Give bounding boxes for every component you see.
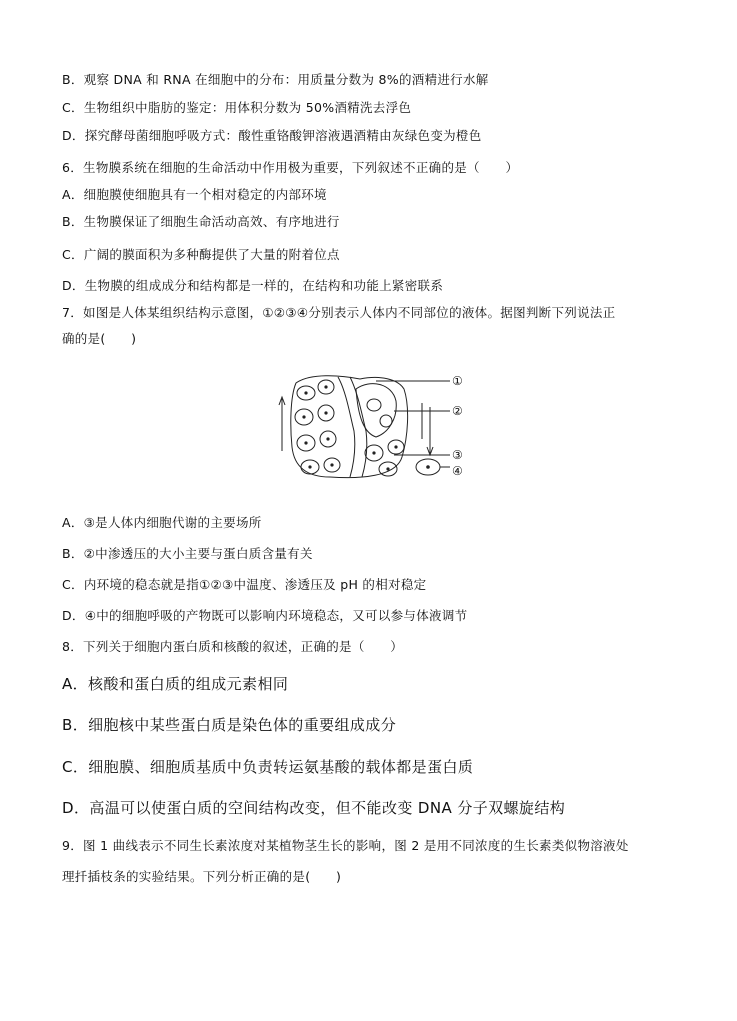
q7-stem-line1: 7．如图是人体某组织结构示意图，①②③④分别表示人体内不同部位的液体。据图判断下列说法正 <box>62 305 616 320</box>
cell <box>380 415 392 427</box>
tissue-structure-diagram <box>270 367 470 485</box>
q5-option-d: D．探究酵母菌细胞呼吸方式：酸性重铬酸钾溶液遇酒精由灰绿色变为橙色 <box>62 128 482 143</box>
q6-option-d: D．生物膜的组成成分和结构都是一样的，在结构和功能上紧密联系 <box>62 278 444 293</box>
q8-stem: 8．下列关于细胞内蛋白质和核酸的叙述，正确的是（ ） <box>62 639 404 654</box>
q8-option-a: A．核酸和蛋白质的组成元素相同 <box>62 675 289 693</box>
flow-arrow-right <box>427 407 433 455</box>
label-1: ① <box>452 374 463 388</box>
q8-option-d: D．高温可以使蛋白质的空间结构改变，但不能改变 DNA 分子双螺旋结构 <box>62 799 566 817</box>
q9-stem-line2: 理扦插枝条的实验结果。下列分析正确的是( ) <box>62 869 342 884</box>
label-3: ③ <box>452 448 463 462</box>
label-4: ④ <box>452 464 463 478</box>
q7-stem-line2: 确的是( ) <box>62 331 137 346</box>
q6-option-a: A．细胞膜使细胞具有一个相对稳定的内部环境 <box>62 187 327 202</box>
q7-option-a: A．③是人体内细胞代谢的主要场所 <box>62 515 262 530</box>
q6-option-c: C．广阔的膜面积为多种酶提供了大量的附着位点 <box>62 247 340 262</box>
q9-stem-line1: 9．图 1 曲线表示不同生长素浓度对某植物茎生长的影响，图 2 是用不同浓度的生长素类似物溶液处 <box>62 838 629 853</box>
q5-option-b: B．观察 DNA 和 RNA 在细胞中的分布：用质量分数为 8%的酒精进行水解 <box>62 72 489 87</box>
q8-option-c: C．细胞膜、细胞质基质中负责转运氨基酸的载体都是蛋白质 <box>62 758 474 776</box>
q7-option-d: D．④中的细胞呼吸的产物既可以影响内环境稳态，又可以参与体液调节 <box>62 608 468 623</box>
q6-stem: 6．生物膜系统在细胞的生命活动中作用极为重要，下列叙述不正确的是（ ） <box>62 160 519 175</box>
flow-arrow-left <box>279 397 285 451</box>
q8-option-b: B．细胞核中某些蛋白质是染色体的重要组成成分 <box>62 716 397 734</box>
capillary-vessel <box>338 377 367 477</box>
q5-option-c: C．生物组织中脂肪的鉴定：用体积分数为 50%酒精洗去浮色 <box>62 100 412 115</box>
q6-option-b: B．生物膜保证了细胞生命活动高效、有序地进行 <box>62 214 340 229</box>
q7-option-c: C．内环境的稳态就是指①②③中温度、渗透压及 pH 的相对稳定 <box>62 577 427 592</box>
cell <box>367 399 381 411</box>
q7-option-b: B．②中渗透压的大小主要与蛋白质含量有关 <box>62 546 313 561</box>
label-2: ② <box>452 404 463 418</box>
